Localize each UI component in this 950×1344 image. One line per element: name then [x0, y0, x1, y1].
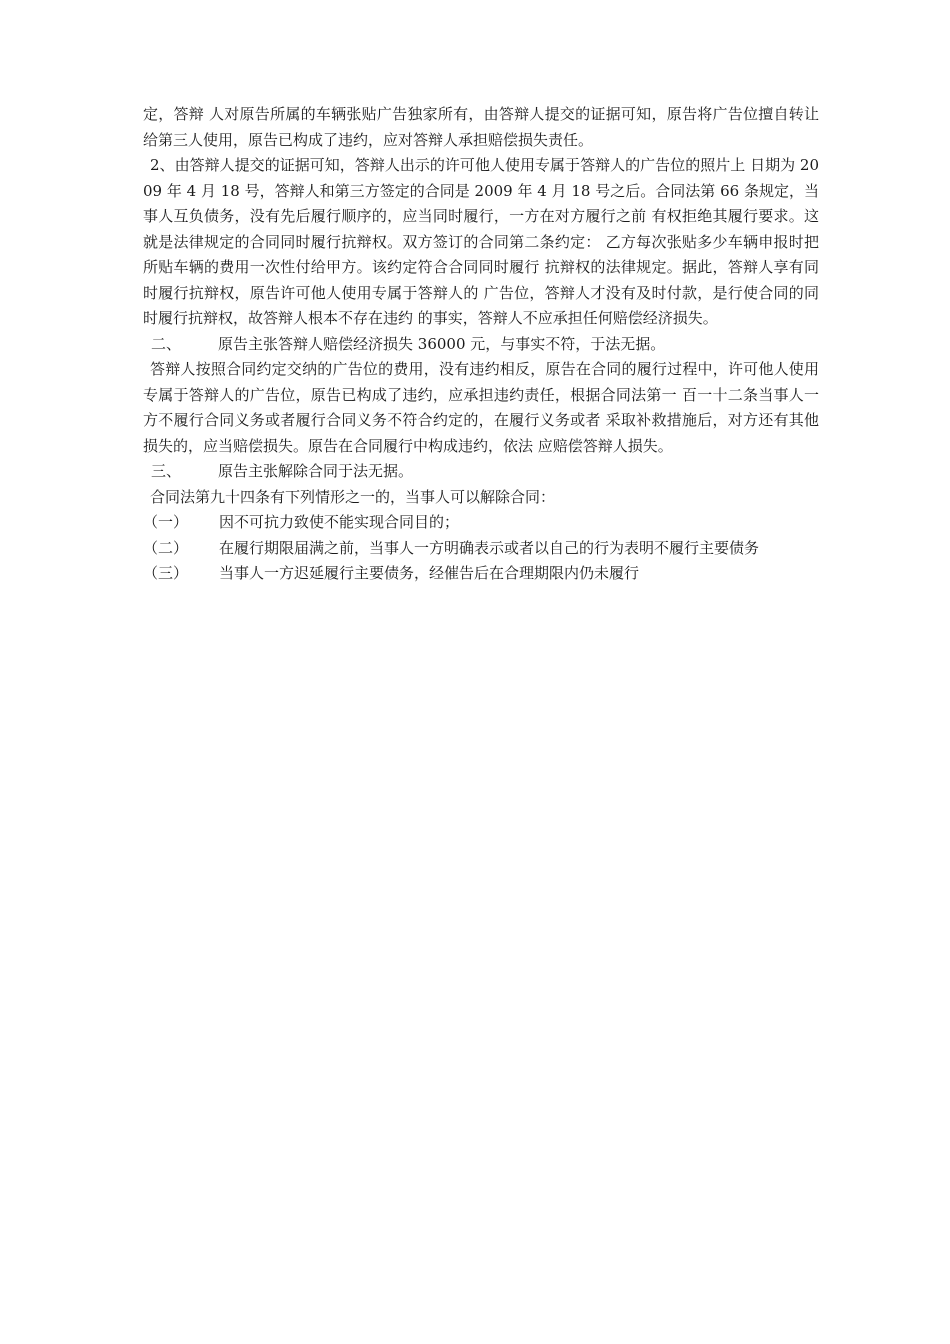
- paragraph-4: 合同法第九十四条有下列情形之一的，当事人可以解除合同：: [150, 487, 556, 506]
- list-item-3: [143, 561, 819, 587]
- list-item-number: （一）: [143, 513, 189, 531]
- paragraph-1: 定，答辩 人对原告所属的车辆张贴广告独家所有，由答辩人提交的证据可知，原告将广告位擅自转让 给第三人使用，原告已构成了违约，应对答辩人承担赔偿损失责任。: [143, 105, 819, 149]
- list-item-text: 在履行期限届满之前，当事人一方明确表示或者以自己的行为表明不履行主要债务: [219, 538, 760, 557]
- list-item-1: [143, 510, 819, 536]
- document-body: [143, 102, 819, 587]
- list-item-number: （二）: [143, 538, 189, 557]
- list-item-2: [143, 536, 819, 562]
- section-heading-3: [143, 459, 819, 485]
- list-item-text: 当事人一方迟延履行主要债务，经催告后在合理期限内仍未履行: [219, 564, 640, 582]
- section-heading-2: [143, 332, 819, 358]
- paragraph-3: 答辩人按照合同约定交纳的广告位的费用，没有违约相反，原告在合同的履行过程中，许可他人使用专属于答辩人的广告位，原告已构成了违约，应承担违约责任，根据合同法第一 百一十二条当事人一方不履行合同义务或者履行合同义务不符合约定的，在履行义务或者 采取补救措施后，对方还有其他损失的，应当赔偿损失。原告在合同履行中构成违约，依法 应赔偿答辩人损失。: [143, 360, 819, 455]
- section-number: 二、: [151, 334, 182, 353]
- section-heading-text: 原告主张解除合同于法无据。: [218, 462, 414, 480]
- list-item-text: 因不可抗力致使不能实现合同目的；: [219, 513, 460, 531]
- paragraph-2: 2、由答辩人提交的证据可知，答辩人出示的许可他人使用专属于答辩人的广告位的照片上 日期为 2009 年 4 月 18 号，答辩人和第三方签定的合同是 2009 年 4 月 18 号之后。合同法第 66 条规定，当事人互负债务，没有先后履行顺序的，应当同时履行，一方在对方履行之前 有权拒绝其履行要求。这就是法律规定的合同同时履行抗辩权。双方签订的合同第二条约定： 乙方每次张贴多少车辆申报时把所贴车辆的费用一次性付给甲方。该约定符合合同同时履行 抗辩权的法律规定。据此，答辩人享有同时履行抗辩权，原告许可他人使用专属于答辩人的 广告位，答辩人才没有及时付款，是行使合同的同时履行抗辩权，故答辩人根本不存在违约 的事实，答辩人不应承担任何赔偿经济损失。: [143, 156, 819, 327]
- section-heading-text: 原告主张答辩人赔偿经济损失 36000 元，与事实不符，于法无据。: [218, 334, 666, 353]
- list-item-number: （三）: [143, 564, 189, 582]
- section-number: 三、: [151, 462, 182, 480]
